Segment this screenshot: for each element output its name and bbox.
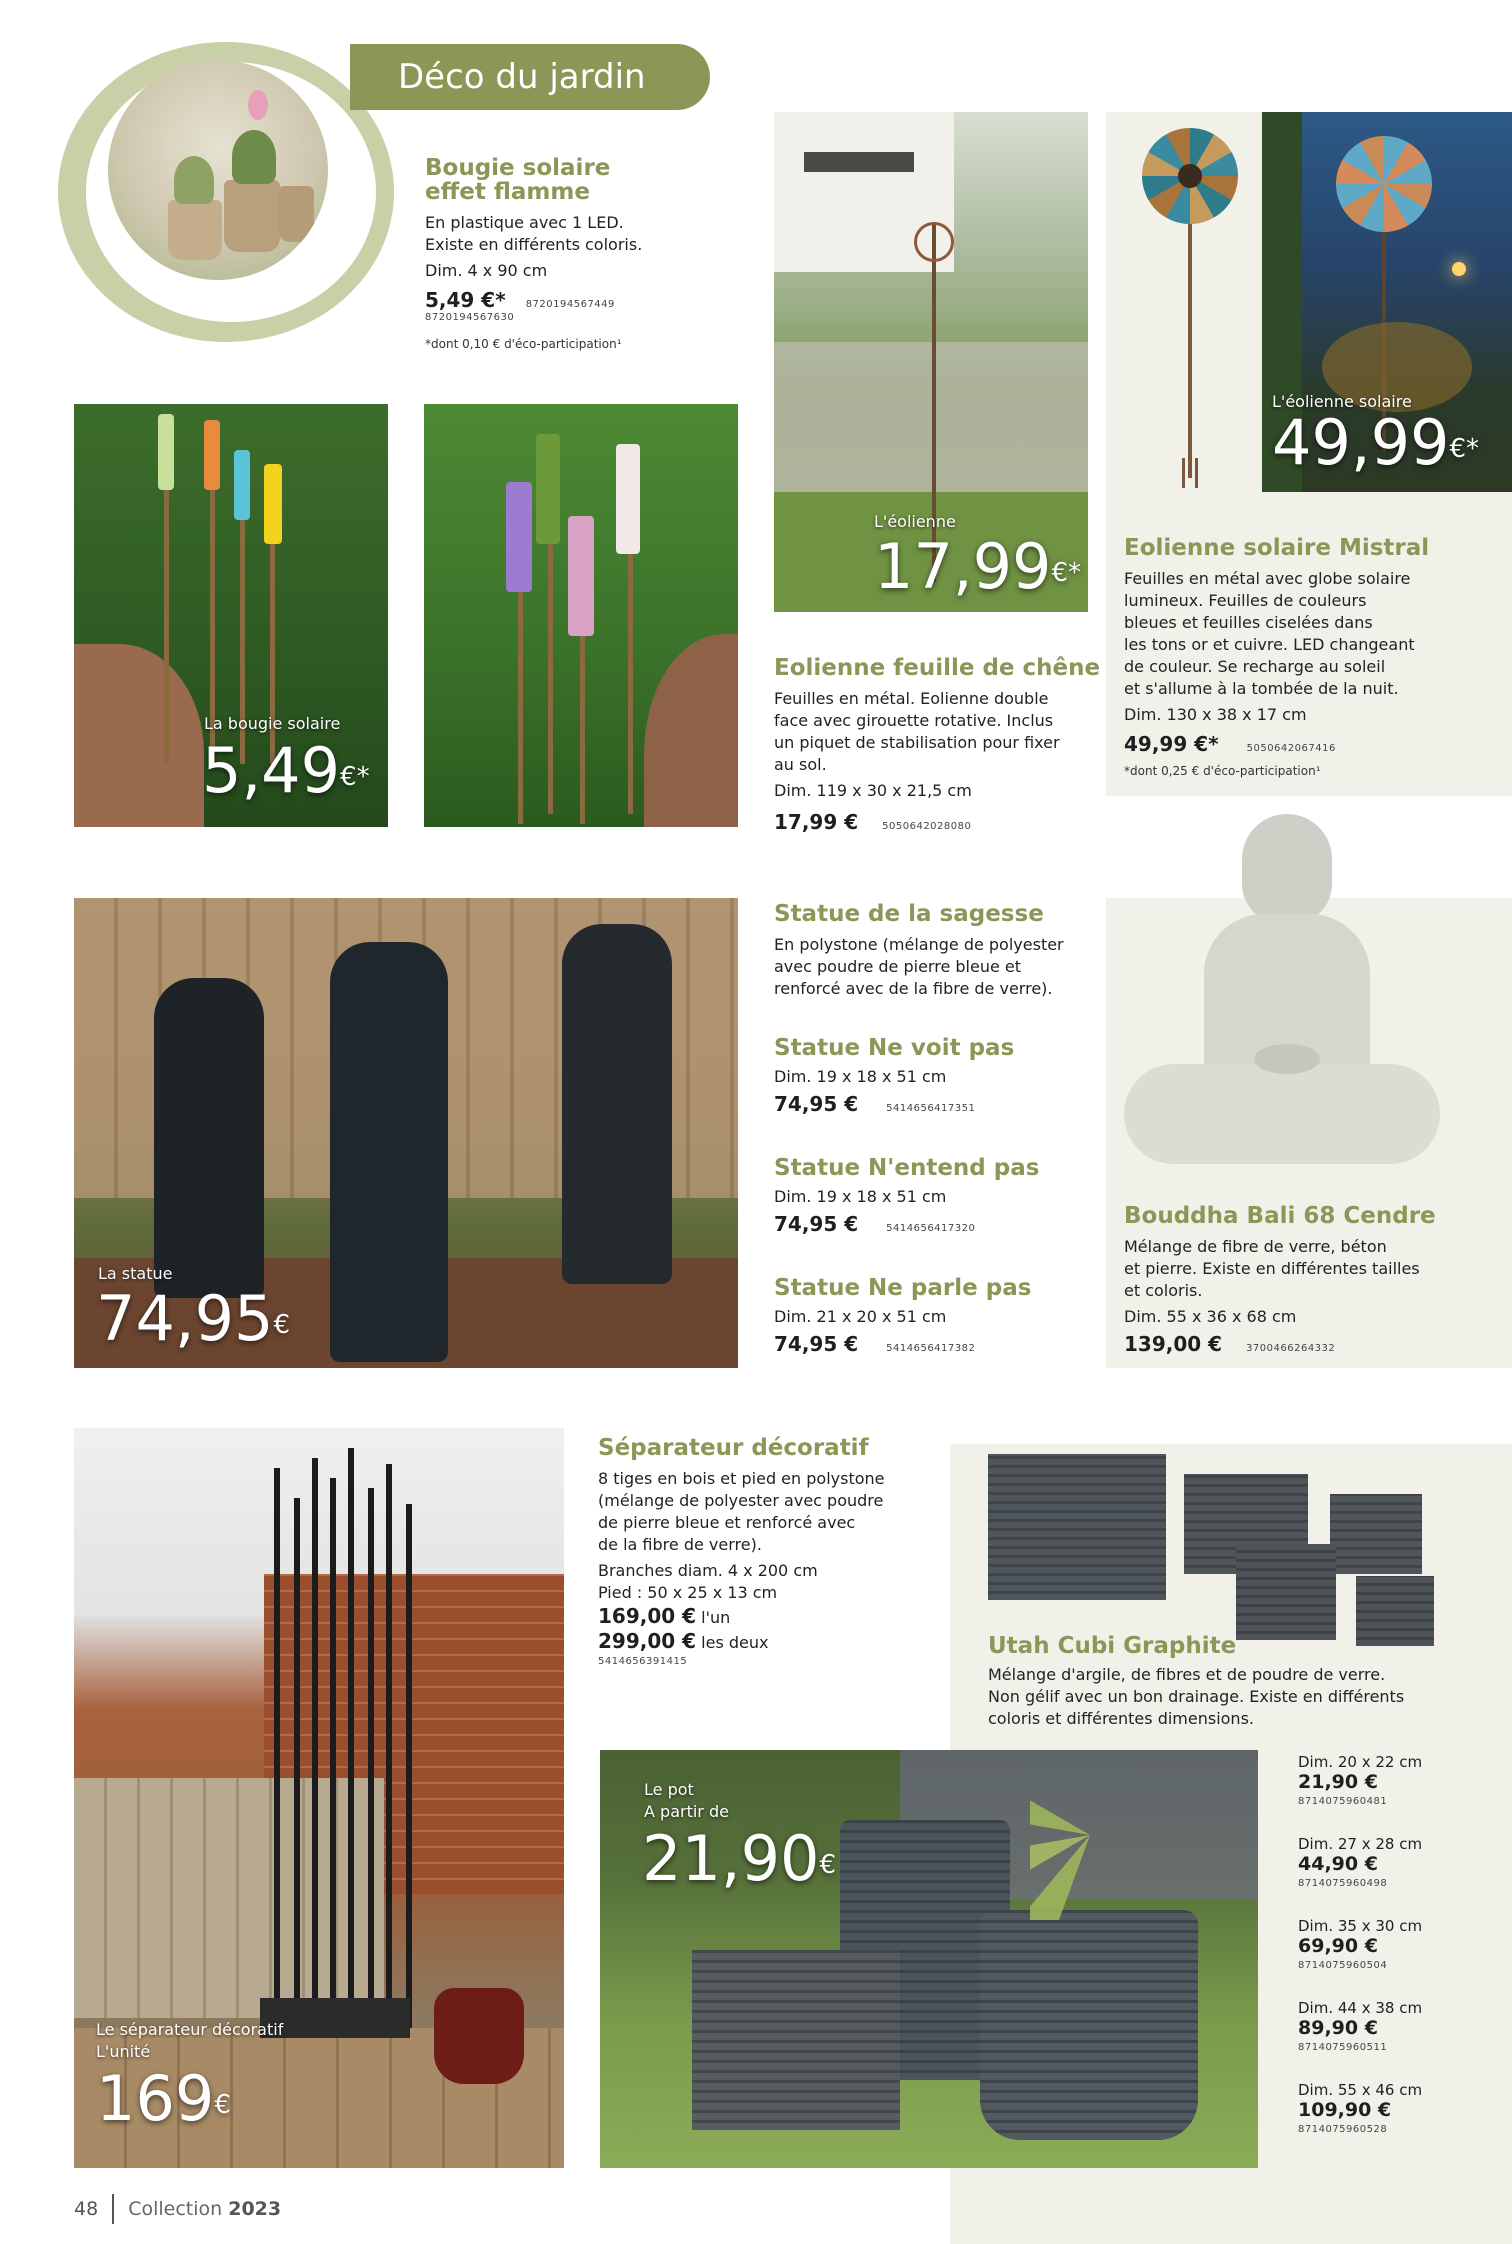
separateur-info [598,1436,938,1667]
mistral-info [1124,536,1504,778]
sagesse-desc-line2: avec poudre de pierre bleue et [774,957,1022,976]
bougie-photo-1 [74,404,388,827]
bouddha-price: 139,00 € [1124,1332,1223,1356]
mistral-title: Eolienne solaire Mistral [1124,535,1430,561]
mistral-price: 49,99 €* [1124,732,1219,756]
bougie-title-line2: effet flamme [425,179,590,205]
eolienne-title: Eolienne feuille de chêne [774,655,1101,681]
mistral-desc-line2: lumineux. Feuilles de couleurs [1124,591,1367,610]
mistral-photo [1262,112,1512,492]
mistral-cutout [1130,118,1250,494]
mistral-desc-line3: bleues et feuilles ciselées dans [1124,613,1373,632]
bouddha-ean: 3700466264332 [1246,1343,1336,1354]
cubi-photo-label1: Le pot [644,1780,694,1799]
separateur-desc-line4: de la fibre de verre). [598,1535,762,1554]
separateur-price1-suffix: l'un [701,1608,731,1627]
cubi-size-ean: 8714075960511 [1298,2042,1388,2053]
bougie-photo-2 [424,404,738,827]
cubi-size-dim: Dim. 35 x 30 cm [1298,1917,1423,1935]
mistral-photo-label: L'éolienne solaire [1272,392,1412,411]
separateur-dim1: Branches diam. 4 x 200 cm [598,1561,818,1580]
separateur-photo-label1: Le séparateur décoratif [96,2020,284,2039]
cubi-cutout [984,1450,1444,1650]
cubi-size-dim: Dim. 27 x 28 cm [1298,1835,1423,1853]
separateur-desc-line3: de pierre bleue et renforcé avec [598,1513,856,1532]
bougie-photo-price: 5,49€* [202,734,370,807]
separateur-photo [74,1428,564,2168]
cubi-title: Utah Cubi Graphite [988,1633,1237,1659]
section-title: Déco du jardin [398,57,646,97]
bougie-eco-note: *dont 0,10 € d'éco-participation¹ [425,337,622,351]
cubi-size-ean: 8714075960481 [1298,1796,1388,1807]
bouddha-cutout [1124,814,1440,1194]
bougie-dimensions: Dim. 4 x 90 cm [425,261,548,280]
bougie-ean1: 8720194567449 [525,299,615,310]
bougie-info [425,156,745,351]
cubi-photo [600,1750,1258,2168]
separateur-desc-line2: (mélange de polyester avec poudre [598,1491,884,1510]
sagesse-title: Statue de la sagesse [774,901,1044,927]
separateur-desc-line1: 8 tiges en bois et pied en polystone [598,1469,885,1488]
bougie-desc-line1: En plastique avec 1 LED. [425,213,624,232]
page-number: 48 [74,2198,99,2220]
cubi-size-ean: 8714075960504 [1298,1960,1388,1971]
cubi-size-dim: Dim. 55 x 46 cm [1298,2081,1423,2099]
cubi-size-dim: Dim. 44 x 38 cm [1298,1999,1423,2017]
mistral-eco-note: *dont 0,25 € d'éco-participation¹ [1124,764,1321,778]
cubi-size-price: 21,90 € [1298,1771,1378,1793]
bouddha-desc-line3: et coloris. [1124,1281,1203,1300]
eolienne-desc-line4: au sol. [774,755,827,774]
eolienne-desc-line1: Feuilles en métal. Eolienne double [774,689,1049,708]
entend-title: Statue N'entend pas [774,1155,1040,1181]
cubi-size-ean: 8714075960528 [1298,2124,1388,2135]
cubi-photo-price: 21,90€ [642,1822,837,1895]
parle-title: Statue Ne parle pas [774,1275,1032,1301]
eolienne-price: 17,99 € [774,810,859,834]
eolienne-ean: 5050642028080 [882,821,972,832]
parle-dimensions: Dim. 21 x 20 x 51 cm [774,1307,947,1326]
separateur-title: Séparateur décoratif [598,1435,869,1461]
eolienne-dimensions: Dim. 119 x 30 x 21,5 cm [774,781,972,800]
separateur-dim2: Pied : 50 x 25 x 13 cm [598,1583,778,1602]
bouddha-desc-line1: Mélange de fibre de verre, béton [1124,1237,1387,1256]
cubi-desc-line3: coloris et différentes dimensions. [988,1709,1254,1728]
mistral-photo-price: 49,99€* [1272,406,1480,479]
eolienne-desc-line2: face avec girouette rotative. Inclus [774,711,1054,730]
parle-price: 74,95 € [774,1332,859,1356]
cubi-size-price: 89,90 € [1298,2017,1378,2039]
eolienne-photo [774,112,1088,612]
footer-collection-label: Collection [128,2198,223,2220]
separateur-price2-suffix: les deux [701,1633,769,1652]
page-footer [74,2194,281,2224]
mistral-desc-line6: et s'allume à la tombée de la nuit. [1124,679,1399,698]
cubi-size-item [1298,2080,1498,2140]
cubi-info [988,1634,1488,1730]
cubi-size-price: 44,90 € [1298,1853,1378,1875]
separateur-ean: 5414656391415 [598,1656,688,1667]
eolienne-photo-label: L'éolienne [874,512,956,531]
statues-photo [74,898,738,1368]
cubi-size-item [1298,1916,1498,1976]
mistral-dimensions: Dim. 130 x 38 x 17 cm [1124,705,1307,724]
bougie-ean2: 8720194567630 [425,312,515,323]
bougie-price: 5,49 €* [425,288,506,312]
entend-ean: 5414656417320 [886,1223,976,1234]
cubi-size-dim: Dim. 20 x 22 cm [1298,1753,1423,1771]
footer-collection-year: 2023 [228,2198,282,2220]
entend-price: 74,95 € [774,1212,859,1236]
separateur-price1: 169,00 € [598,1604,697,1628]
cubi-photo-label2: A partir de [644,1802,729,1821]
voit-price: 74,95 € [774,1092,859,1116]
cubi-size-item [1298,1998,1498,2058]
eolienne-desc-line3: un piquet de stabilisation pour fixer [774,733,1060,752]
bouddha-info [1124,1204,1504,1356]
mistral-ean: 5050642067416 [1246,743,1336,754]
sagesse-desc-line3: renforcé avec de la fibre de verre). [774,979,1053,998]
bougie-desc-line2: Existe en différents coloris. [425,235,643,254]
cubi-size-price: 69,90 € [1298,1935,1378,1957]
bougie-title-line1: Bougie solaire [425,155,611,181]
mistral-desc-line1: Feuilles en métal avec globe solaire [1124,569,1411,588]
statues-photo-label: La statue [98,1264,173,1283]
mistral-desc-line5: de couleur. Se recharge au soleil [1124,657,1386,676]
mistral-desc-line4: les tons or et cuivre. LED changeant [1124,635,1415,654]
bougie-photo-label: La bougie solaire [204,714,341,733]
voit-ean: 5414656417351 [886,1103,976,1114]
sagesse-desc-line1: En polystone (mélange de polyester [774,935,1064,954]
section-title-bar [350,44,710,110]
entend-dimensions: Dim. 19 x 18 x 51 cm [774,1187,947,1206]
separateur-photo-label2: L'unité [96,2042,151,2061]
cubi-size-ean: 8714075960498 [1298,1878,1388,1889]
cubi-desc-line1: Mélange d'argile, de fibres et de poudre de verre. [988,1665,1386,1684]
cubi-size-item [1298,1834,1498,1894]
cubi-size-item [1298,1752,1498,1812]
voit-dimensions: Dim. 19 x 18 x 51 cm [774,1067,947,1086]
separateur-price2: 299,00 € [598,1629,697,1653]
cubi-desc-line2: Non gélif avec un bon drainage. Existe en différents [988,1687,1405,1706]
footer-divider [112,2194,114,2224]
cubi-size-price: 109,90 € [1298,2099,1392,2121]
bouddha-title: Bouddha Bali 68 Cendre [1124,1203,1436,1229]
header-garden-photo [108,60,328,280]
bouddha-desc-line2: et pierre. Existe en différentes tailles [1124,1259,1420,1278]
statues-info [774,902,1104,1356]
eolienne-photo-price: 17,99€* [874,530,1082,603]
statues-photo-price: 74,95€ [96,1282,291,1355]
voit-title: Statue Ne voit pas [774,1035,1015,1061]
cubi-size-list [1298,1752,1498,2140]
bouddha-dimensions: Dim. 55 x 36 x 68 cm [1124,1307,1297,1326]
separateur-photo-price: 169€ [96,2062,231,2135]
parle-ean: 5414656417382 [886,1343,976,1354]
eolienne-info [774,656,1104,834]
